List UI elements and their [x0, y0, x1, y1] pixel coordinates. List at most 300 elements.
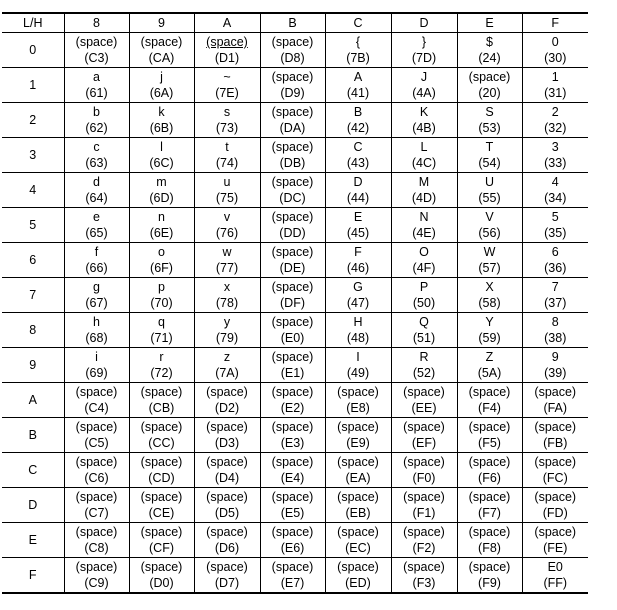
cell-character: B — [353, 105, 363, 119]
row-label: E — [2, 523, 64, 558]
table-cell — [64, 173, 129, 208]
cell-hex-code: (4B) — [412, 121, 436, 135]
row-label: F — [2, 558, 64, 594]
cell-hex-code: (DE) — [279, 261, 306, 275]
table-cell — [522, 68, 588, 103]
table-cell — [522, 138, 588, 173]
table-cell — [129, 33, 194, 68]
cell-hex-code: (DA) — [279, 121, 306, 135]
cell-character: r — [159, 350, 164, 364]
cell-character: e — [93, 210, 100, 224]
row-label: 8 — [2, 313, 64, 348]
table-cell — [194, 173, 260, 208]
cell-hex-code: (D3) — [214, 436, 240, 450]
cell-character: x — [223, 280, 231, 294]
corner-header: L/H — [2, 13, 64, 33]
cell-character: (space) — [468, 455, 511, 469]
table-cell — [457, 523, 522, 558]
cell-hex-code: (E3) — [280, 436, 305, 450]
table-cell — [325, 243, 391, 278]
table-cell — [64, 558, 129, 594]
column-header: 8 — [64, 13, 129, 33]
table-row — [2, 558, 588, 594]
table-cell — [522, 418, 588, 453]
table-cell — [129, 208, 194, 243]
cell-character: j — [160, 70, 163, 84]
cell-character: 8 — [551, 315, 559, 329]
cell-character: h — [93, 315, 100, 329]
table-cell — [64, 418, 129, 453]
table-cell — [129, 278, 194, 313]
cell-hex-code: (C9) — [84, 576, 109, 590]
table-cell — [194, 68, 260, 103]
table-cell — [194, 488, 260, 523]
table-row — [2, 418, 588, 453]
cell-character: (space) — [140, 420, 183, 434]
table-cell — [194, 418, 260, 453]
cell-hex-code: (F2) — [412, 541, 436, 555]
cell-character: (space) — [206, 490, 248, 504]
cell-character: D — [353, 175, 363, 189]
cell-hex-code: (F8) — [478, 541, 501, 555]
cell-character: X — [485, 280, 494, 294]
table-cell — [129, 418, 194, 453]
cell-hex-code: (C3) — [84, 51, 109, 65]
cell-character: (space) — [271, 70, 314, 84]
table-cell — [260, 68, 325, 103]
table-cell — [260, 453, 325, 488]
table-row — [2, 453, 588, 488]
cell-character: (space) — [468, 385, 511, 399]
cell-hex-code: (DB) — [279, 156, 306, 170]
table-cell — [64, 348, 129, 383]
table-cell — [522, 173, 588, 208]
cell-hex-code: (EA) — [345, 471, 371, 485]
table-cell — [325, 558, 391, 594]
cell-hex-code: (32) — [544, 121, 567, 135]
cell-character: (space) — [534, 420, 577, 434]
table-cell — [260, 383, 325, 418]
table-cell — [194, 523, 260, 558]
table-cell — [64, 68, 129, 103]
cell-hex-code: (E7) — [280, 576, 305, 590]
cell-character: o — [158, 245, 165, 259]
cell-character: U — [484, 175, 495, 189]
cell-character: O — [419, 245, 429, 259]
table-cell — [325, 383, 391, 418]
table-cell — [129, 243, 194, 278]
table-cell — [391, 33, 457, 68]
cell-character: (space) — [271, 385, 314, 399]
table-cell — [391, 173, 457, 208]
cell-character: (space) — [337, 560, 379, 574]
cell-hex-code: (50) — [412, 296, 436, 310]
cell-hex-code: (D0) — [149, 576, 174, 590]
cell-hex-code: (E6) — [280, 541, 305, 555]
table-cell — [64, 103, 129, 138]
cell-character: (space) — [403, 385, 445, 399]
cell-character: (space) — [468, 560, 511, 574]
cell-hex-code: (73) — [215, 121, 239, 135]
table-row — [2, 173, 588, 208]
cell-hex-code: (78) — [215, 296, 239, 310]
table-cell — [457, 418, 522, 453]
cell-hex-code: (6B) — [149, 121, 174, 135]
cell-character: (space) — [75, 525, 118, 539]
cell-hex-code: (FE) — [543, 541, 568, 555]
cell-hex-code: (7A) — [215, 366, 239, 380]
cell-hex-code: (F0) — [412, 471, 436, 485]
table-cell — [194, 103, 260, 138]
cell-hex-code: (56) — [478, 226, 501, 240]
cell-hex-code: (F3) — [412, 576, 436, 590]
cell-hex-code: (EC) — [345, 541, 371, 555]
table-row — [2, 138, 588, 173]
table-cell — [129, 523, 194, 558]
row-label: 7 — [2, 278, 64, 313]
table-cell — [522, 383, 588, 418]
cell-hex-code: (68) — [85, 331, 108, 345]
cell-hex-code: (DC) — [279, 191, 306, 205]
cell-character: (space) — [271, 420, 314, 434]
cell-character: 7 — [551, 280, 559, 294]
cell-hex-code: (39) — [544, 366, 567, 380]
cell-character: R — [419, 350, 429, 364]
cell-character: (space) — [403, 525, 445, 539]
cell-hex-code: (38) — [544, 331, 567, 345]
cell-character: s — [223, 105, 231, 119]
cell-character: (space) — [140, 525, 183, 539]
cell-character: } — [421, 35, 427, 49]
cell-character: (space) — [403, 420, 445, 434]
cell-hex-code: (C8) — [84, 541, 109, 555]
table-cell — [391, 453, 457, 488]
table-cell — [391, 138, 457, 173]
table-cell — [260, 173, 325, 208]
cell-character: T — [485, 140, 494, 154]
cell-hex-code: (E8) — [346, 401, 370, 415]
table-cell — [391, 383, 457, 418]
table-cell — [457, 138, 522, 173]
table-cell — [522, 348, 588, 383]
table-row — [2, 523, 588, 558]
table-row — [2, 68, 588, 103]
cell-hex-code: (D7) — [214, 576, 240, 590]
cell-hex-code: (52) — [412, 366, 436, 380]
cell-hex-code: (CC) — [148, 436, 175, 450]
cell-character: (space) — [271, 105, 314, 119]
table-cell — [457, 33, 522, 68]
cell-character: 4 — [551, 175, 559, 189]
cell-character: (space) — [75, 455, 118, 469]
cell-character: (space) — [403, 455, 445, 469]
table-cell — [64, 313, 129, 348]
cell-character: I — [356, 350, 360, 364]
cell-character: (space) — [337, 525, 379, 539]
table-body — [2, 33, 588, 594]
row-label: B — [2, 418, 64, 453]
cell-character: L — [420, 140, 428, 154]
cell-character: (space) — [271, 35, 314, 49]
cell-character: (space) — [468, 70, 511, 84]
cell-hex-code: (69) — [85, 366, 108, 380]
table-cell — [457, 383, 522, 418]
cell-hex-code: (61) — [85, 86, 108, 100]
cell-hex-code: (E9) — [346, 436, 370, 450]
table-cell — [325, 208, 391, 243]
cell-character: 3 — [551, 140, 559, 154]
table-cell — [457, 243, 522, 278]
cell-hex-code: (33) — [544, 156, 567, 170]
cell-character: (space) — [337, 455, 379, 469]
table-cell — [64, 523, 129, 558]
table-cell — [129, 138, 194, 173]
cell-hex-code: (CE) — [148, 506, 175, 520]
cell-hex-code: (FA) — [543, 401, 568, 415]
cell-hex-code: (CB) — [148, 401, 175, 415]
cell-hex-code: (45) — [346, 226, 370, 240]
table-cell — [194, 138, 260, 173]
cell-hex-code: (6A) — [149, 86, 174, 100]
cell-character: (space) — [271, 490, 314, 504]
cell-character: u — [223, 175, 231, 189]
row-label: 3 — [2, 138, 64, 173]
cell-character: p — [158, 280, 165, 294]
cell-hex-code: (C7) — [84, 506, 109, 520]
table-cell — [391, 68, 457, 103]
cell-character: Y — [485, 315, 494, 329]
cell-hex-code: (6D) — [149, 191, 174, 205]
cell-character: $ — [486, 35, 493, 49]
column-header: C — [325, 13, 391, 33]
cell-hex-code: (72) — [150, 366, 173, 380]
cell-hex-code: (37) — [544, 296, 567, 310]
table-cell — [391, 313, 457, 348]
cell-hex-code: (4E) — [412, 226, 436, 240]
row-label: D — [2, 488, 64, 523]
table-cell — [260, 278, 325, 313]
cell-hex-code: (E4) — [280, 471, 305, 485]
cell-character: Z — [485, 350, 494, 364]
cell-character: d — [93, 175, 100, 189]
table-cell — [325, 348, 391, 383]
cell-character: E0 — [547, 560, 563, 574]
cell-hex-code: (51) — [412, 331, 436, 345]
cell-hex-code: (70) — [150, 296, 173, 310]
column-header: B — [260, 13, 325, 33]
cell-hex-code: (EE) — [411, 401, 437, 415]
table-cell — [325, 488, 391, 523]
cell-hex-code: (4F) — [412, 261, 436, 275]
cell-character: (space) — [271, 210, 314, 224]
table-cell — [457, 68, 522, 103]
cell-character: (space) — [337, 420, 379, 434]
table-cell — [522, 208, 588, 243]
cell-character: (space) — [140, 560, 183, 574]
table-cell — [260, 348, 325, 383]
cell-character: (space) — [271, 525, 314, 539]
table-cell — [129, 488, 194, 523]
table-row — [2, 348, 588, 383]
row-label: 6 — [2, 243, 64, 278]
cell-character: (space) — [75, 490, 118, 504]
table-cell — [522, 488, 588, 523]
table-cell — [64, 243, 129, 278]
cell-character: 5 — [551, 210, 559, 224]
cell-hex-code: (54) — [478, 156, 501, 170]
table-cell — [325, 523, 391, 558]
table-cell — [129, 348, 194, 383]
cell-character: { — [355, 35, 361, 49]
row-label: 4 — [2, 173, 64, 208]
table-cell — [325, 278, 391, 313]
cell-character: (space) — [271, 560, 314, 574]
column-header: E — [457, 13, 522, 33]
column-header: D — [391, 13, 457, 33]
cell-hex-code: (CF) — [149, 541, 174, 555]
cell-character: w — [222, 245, 232, 259]
cell-character: (space) — [206, 385, 248, 399]
table-row — [2, 313, 588, 348]
row-label: C — [2, 453, 64, 488]
cell-character: (space) — [468, 525, 511, 539]
cell-character: M — [418, 175, 430, 189]
cell-hex-code: (79) — [215, 331, 239, 345]
cell-hex-code: (57) — [478, 261, 501, 275]
table-cell — [325, 173, 391, 208]
cell-hex-code: (46) — [346, 261, 370, 275]
table-cell — [129, 68, 194, 103]
table-cell — [260, 558, 325, 594]
cell-hex-code: (DD) — [279, 226, 306, 240]
cell-hex-code: (D5) — [214, 506, 240, 520]
table-cell — [391, 523, 457, 558]
cell-hex-code: (42) — [346, 121, 370, 135]
table-cell — [391, 243, 457, 278]
row-label: 5 — [2, 208, 64, 243]
table-cell — [260, 418, 325, 453]
cell-character: t — [225, 140, 229, 154]
cell-hex-code: (35) — [544, 226, 567, 240]
cell-character: (space) — [271, 280, 314, 294]
cell-hex-code: (48) — [346, 331, 370, 345]
cell-hex-code: (31) — [544, 86, 567, 100]
table-cell — [522, 33, 588, 68]
table-cell — [391, 488, 457, 523]
table-cell — [194, 348, 260, 383]
cell-hex-code: (F4) — [478, 401, 501, 415]
row-label: 9 — [2, 348, 64, 383]
table-cell — [129, 173, 194, 208]
cell-hex-code: (6E) — [149, 226, 174, 240]
table-cell — [391, 103, 457, 138]
cell-character: S — [485, 105, 494, 119]
table-cell — [260, 208, 325, 243]
table-cell — [325, 138, 391, 173]
cell-hex-code: (67) — [85, 296, 108, 310]
header-row — [2, 13, 588, 33]
cell-character: l — [160, 140, 163, 154]
cell-character: (space) — [534, 490, 577, 504]
table-cell — [129, 453, 194, 488]
cell-character: (space) — [271, 350, 314, 364]
cell-character: v — [223, 210, 231, 224]
cell-hex-code: (65) — [85, 226, 108, 240]
cell-hex-code: (77) — [215, 261, 239, 275]
row-label: 1 — [2, 68, 64, 103]
table-cell — [325, 103, 391, 138]
cell-character: (space) — [337, 490, 379, 504]
cell-hex-code: (D9) — [280, 86, 305, 100]
cell-hex-code: (FB) — [543, 436, 568, 450]
table-cell — [522, 243, 588, 278]
cell-character: (space) — [75, 35, 118, 49]
table-cell — [391, 278, 457, 313]
cell-character: (space) — [206, 560, 248, 574]
cell-character: n — [158, 210, 165, 224]
character-code-table — [2, 12, 588, 594]
table-cell — [391, 208, 457, 243]
cell-hex-code: (30) — [544, 51, 567, 65]
cell-hex-code: (C4) — [84, 401, 109, 415]
cell-character: (space) — [403, 560, 445, 574]
table-cell — [457, 313, 522, 348]
cell-character: f — [94, 245, 99, 259]
cell-hex-code: (63) — [85, 156, 108, 170]
cell-character: (space) — [206, 525, 248, 539]
cell-hex-code: (75) — [215, 191, 239, 205]
table-cell — [260, 313, 325, 348]
cell-hex-code: (F9) — [478, 576, 501, 590]
table-cell — [64, 208, 129, 243]
cell-character: E — [353, 210, 363, 224]
table-cell — [260, 138, 325, 173]
cell-hex-code: (59) — [478, 331, 501, 345]
table-cell — [325, 68, 391, 103]
cell-hex-code: (7B) — [346, 51, 370, 65]
cell-character: V — [485, 210, 494, 224]
table-cell — [522, 453, 588, 488]
cell-character: (space) — [271, 245, 314, 259]
cell-hex-code: (F7) — [478, 506, 501, 520]
cell-hex-code: (C5) — [84, 436, 109, 450]
cell-hex-code: (EF) — [411, 436, 437, 450]
row-label: A — [2, 383, 64, 418]
cell-character: m — [156, 175, 167, 189]
cell-character: (space) — [75, 560, 118, 574]
cell-hex-code: (ED) — [345, 576, 371, 590]
table-cell — [64, 138, 129, 173]
table-cell — [457, 488, 522, 523]
cell-hex-code: (6C) — [149, 156, 174, 170]
cell-character: H — [353, 315, 363, 329]
table-cell — [64, 278, 129, 313]
cell-character: (space) — [534, 455, 577, 469]
cell-hex-code: (20) — [478, 86, 501, 100]
cell-hex-code: (58) — [478, 296, 501, 310]
cell-hex-code: (D1) — [214, 51, 240, 65]
cell-character: G — [353, 280, 363, 294]
cell-character: (space) — [75, 420, 118, 434]
cell-hex-code: (F1) — [412, 506, 436, 520]
table-cell — [522, 313, 588, 348]
cell-hex-code: (FF) — [543, 576, 568, 590]
table-cell — [325, 453, 391, 488]
table-row — [2, 278, 588, 313]
cell-character: i — [95, 350, 98, 364]
cell-hex-code: (CA) — [148, 51, 175, 65]
cell-hex-code: (5A) — [477, 366, 502, 380]
